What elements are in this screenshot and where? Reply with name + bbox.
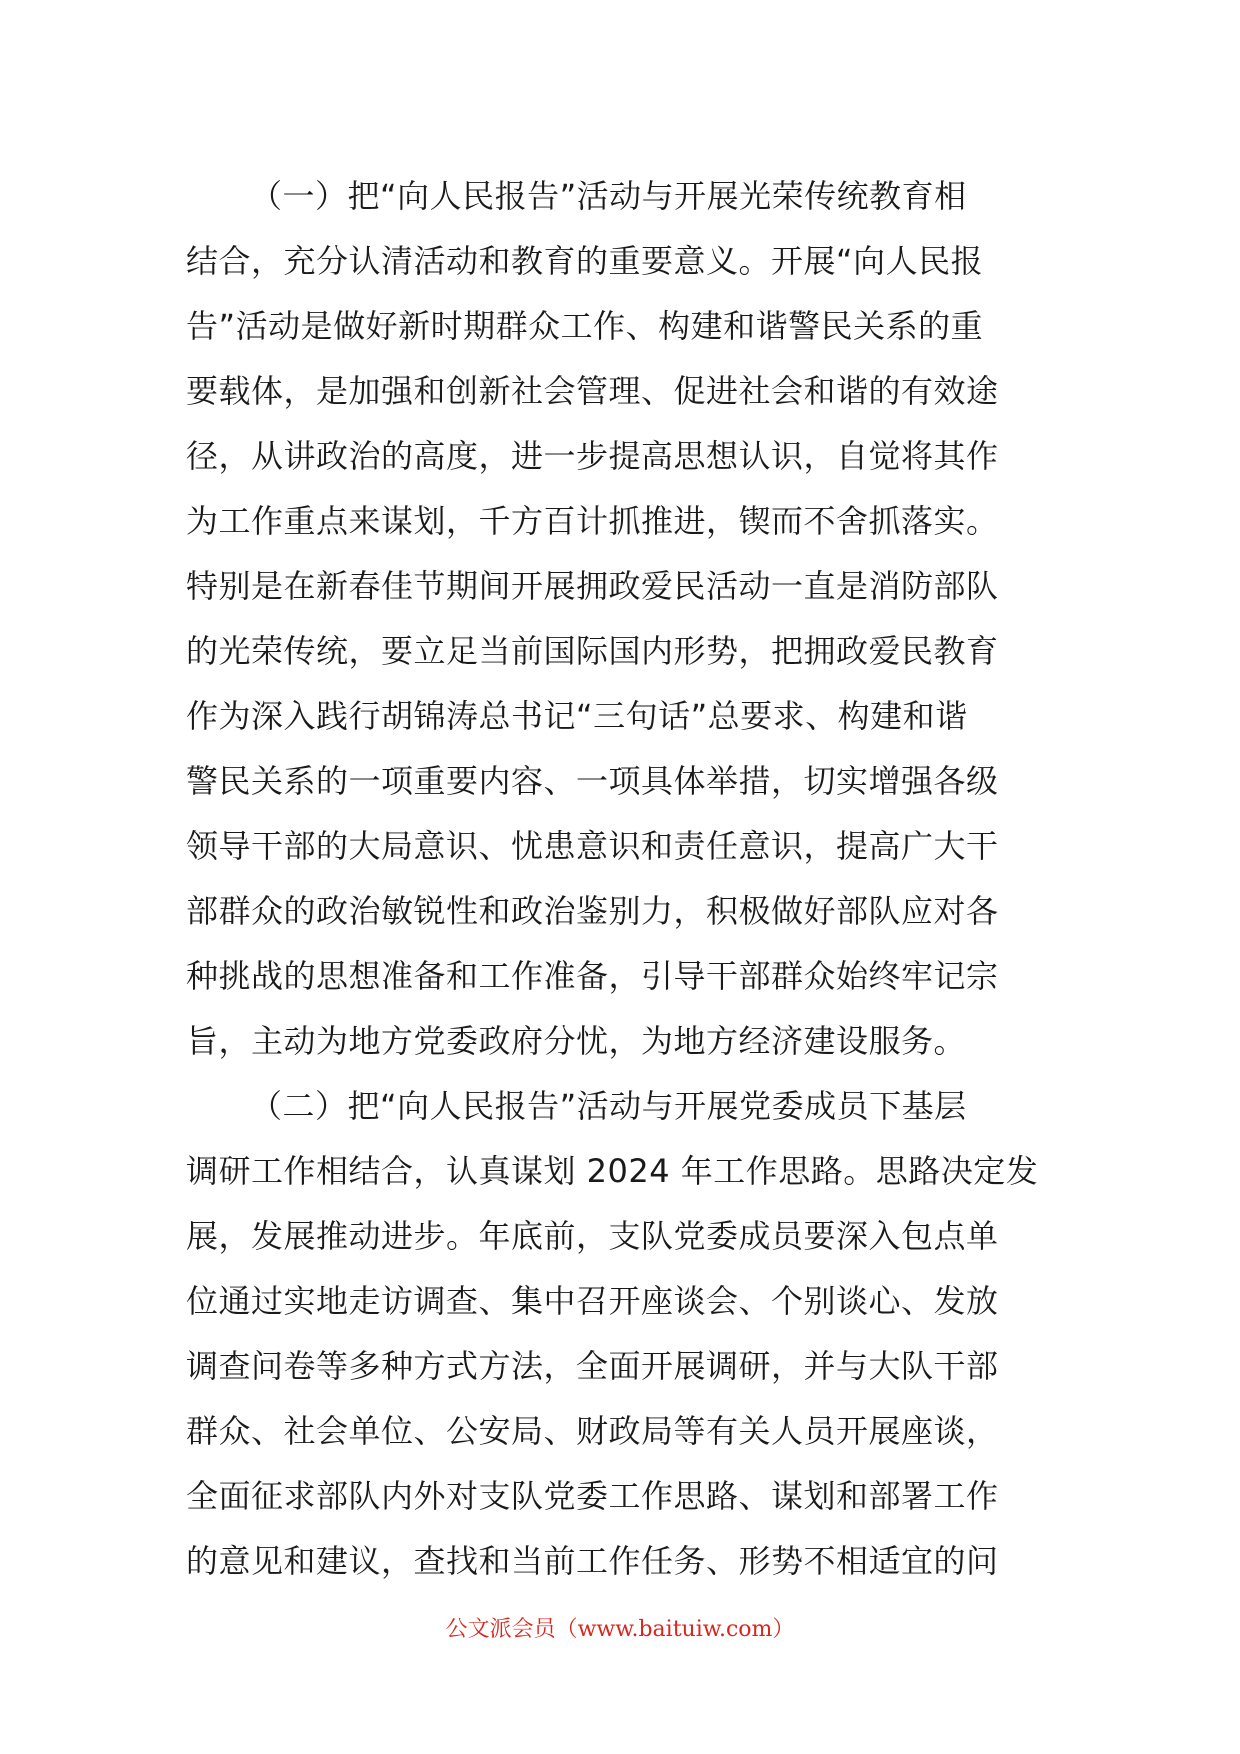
paragraph-line: 展，发展推动进步。年底前，支队党委成员要深入包点单	[186, 1217, 999, 1255]
paragraph-line: 的意见和建议，查找和当前工作任务、形势不相适宜的问	[186, 1542, 999, 1580]
paragraph-line: 要载体，是加强和创新社会管理、促进社会和谐的有效途	[186, 372, 999, 410]
paragraph-line: 调查问卷等多种方式方法，全面开展调研，并与大队干部	[186, 1347, 999, 1385]
paragraph-line: 全面征求部队内外对支队党委工作思路、谋划和部署工作	[186, 1477, 999, 1515]
paragraph-line: 告”活动是做好新时期群众工作、构建和谐警民关系的重	[186, 307, 984, 345]
paragraph-line: 位通过实地走访调查、集中召开座谈会、个别谈心、发放	[186, 1282, 999, 1320]
paragraph-line: 特别是在新春佳节期间开展拥政爱民活动一直是消防部队	[186, 567, 999, 605]
paragraph-line: 的光荣传统，要立足当前国际国内形势，把拥政爱民教育	[186, 632, 999, 670]
paragraph-line: 调研工作相结合，认真谋划 2024 年工作思路。思路决定发	[186, 1152, 1039, 1190]
paragraph-line: 为工作重点来谋划，千方百计抓推进，锲而不舍抓落实。	[186, 502, 999, 540]
paragraph-line: 群众、社会单位、公安局、财政局等有关人员开展座谈，	[186, 1412, 999, 1450]
paragraph-line: 旨，主动为地方党委政府分忧，为地方经济建设服务。	[186, 1022, 967, 1060]
paragraph-line: （一）把“向人民报告”活动与开展光荣传统教育相	[250, 177, 967, 215]
paragraph-line: 作为深入践行胡锦涛总书记“三句话”总要求、构建和谐	[186, 697, 968, 735]
footer-watermark-link[interactable]: 公文派会员（www.baituiw.com）	[445, 1617, 795, 1642]
paragraph-line: 结合，充分认清活动和教育的重要意义。开展“向人民报	[186, 242, 984, 280]
paragraph-line: 警民关系的一项重要内容、一项具体举措，切实增强各级	[186, 762, 999, 800]
paragraph-line: 领导干部的大局意识、忧患意识和责任意识，提高广大干	[186, 827, 999, 865]
paragraph-line: 径，从讲政治的高度，进一步提高思想认识，自觉将其作	[186, 437, 999, 475]
paragraph-line: 部群众的政治敏锐性和政治鉴别力，积极做好部队应对各	[186, 892, 999, 930]
paragraph-line: （二）把“向人民报告”活动与开展党委成员下基层	[250, 1087, 967, 1125]
paragraph-line: 种挑战的思想准备和工作准备，引导干部群众始终牢记宗	[186, 957, 999, 995]
document-body	[186, 164, 1056, 1594]
